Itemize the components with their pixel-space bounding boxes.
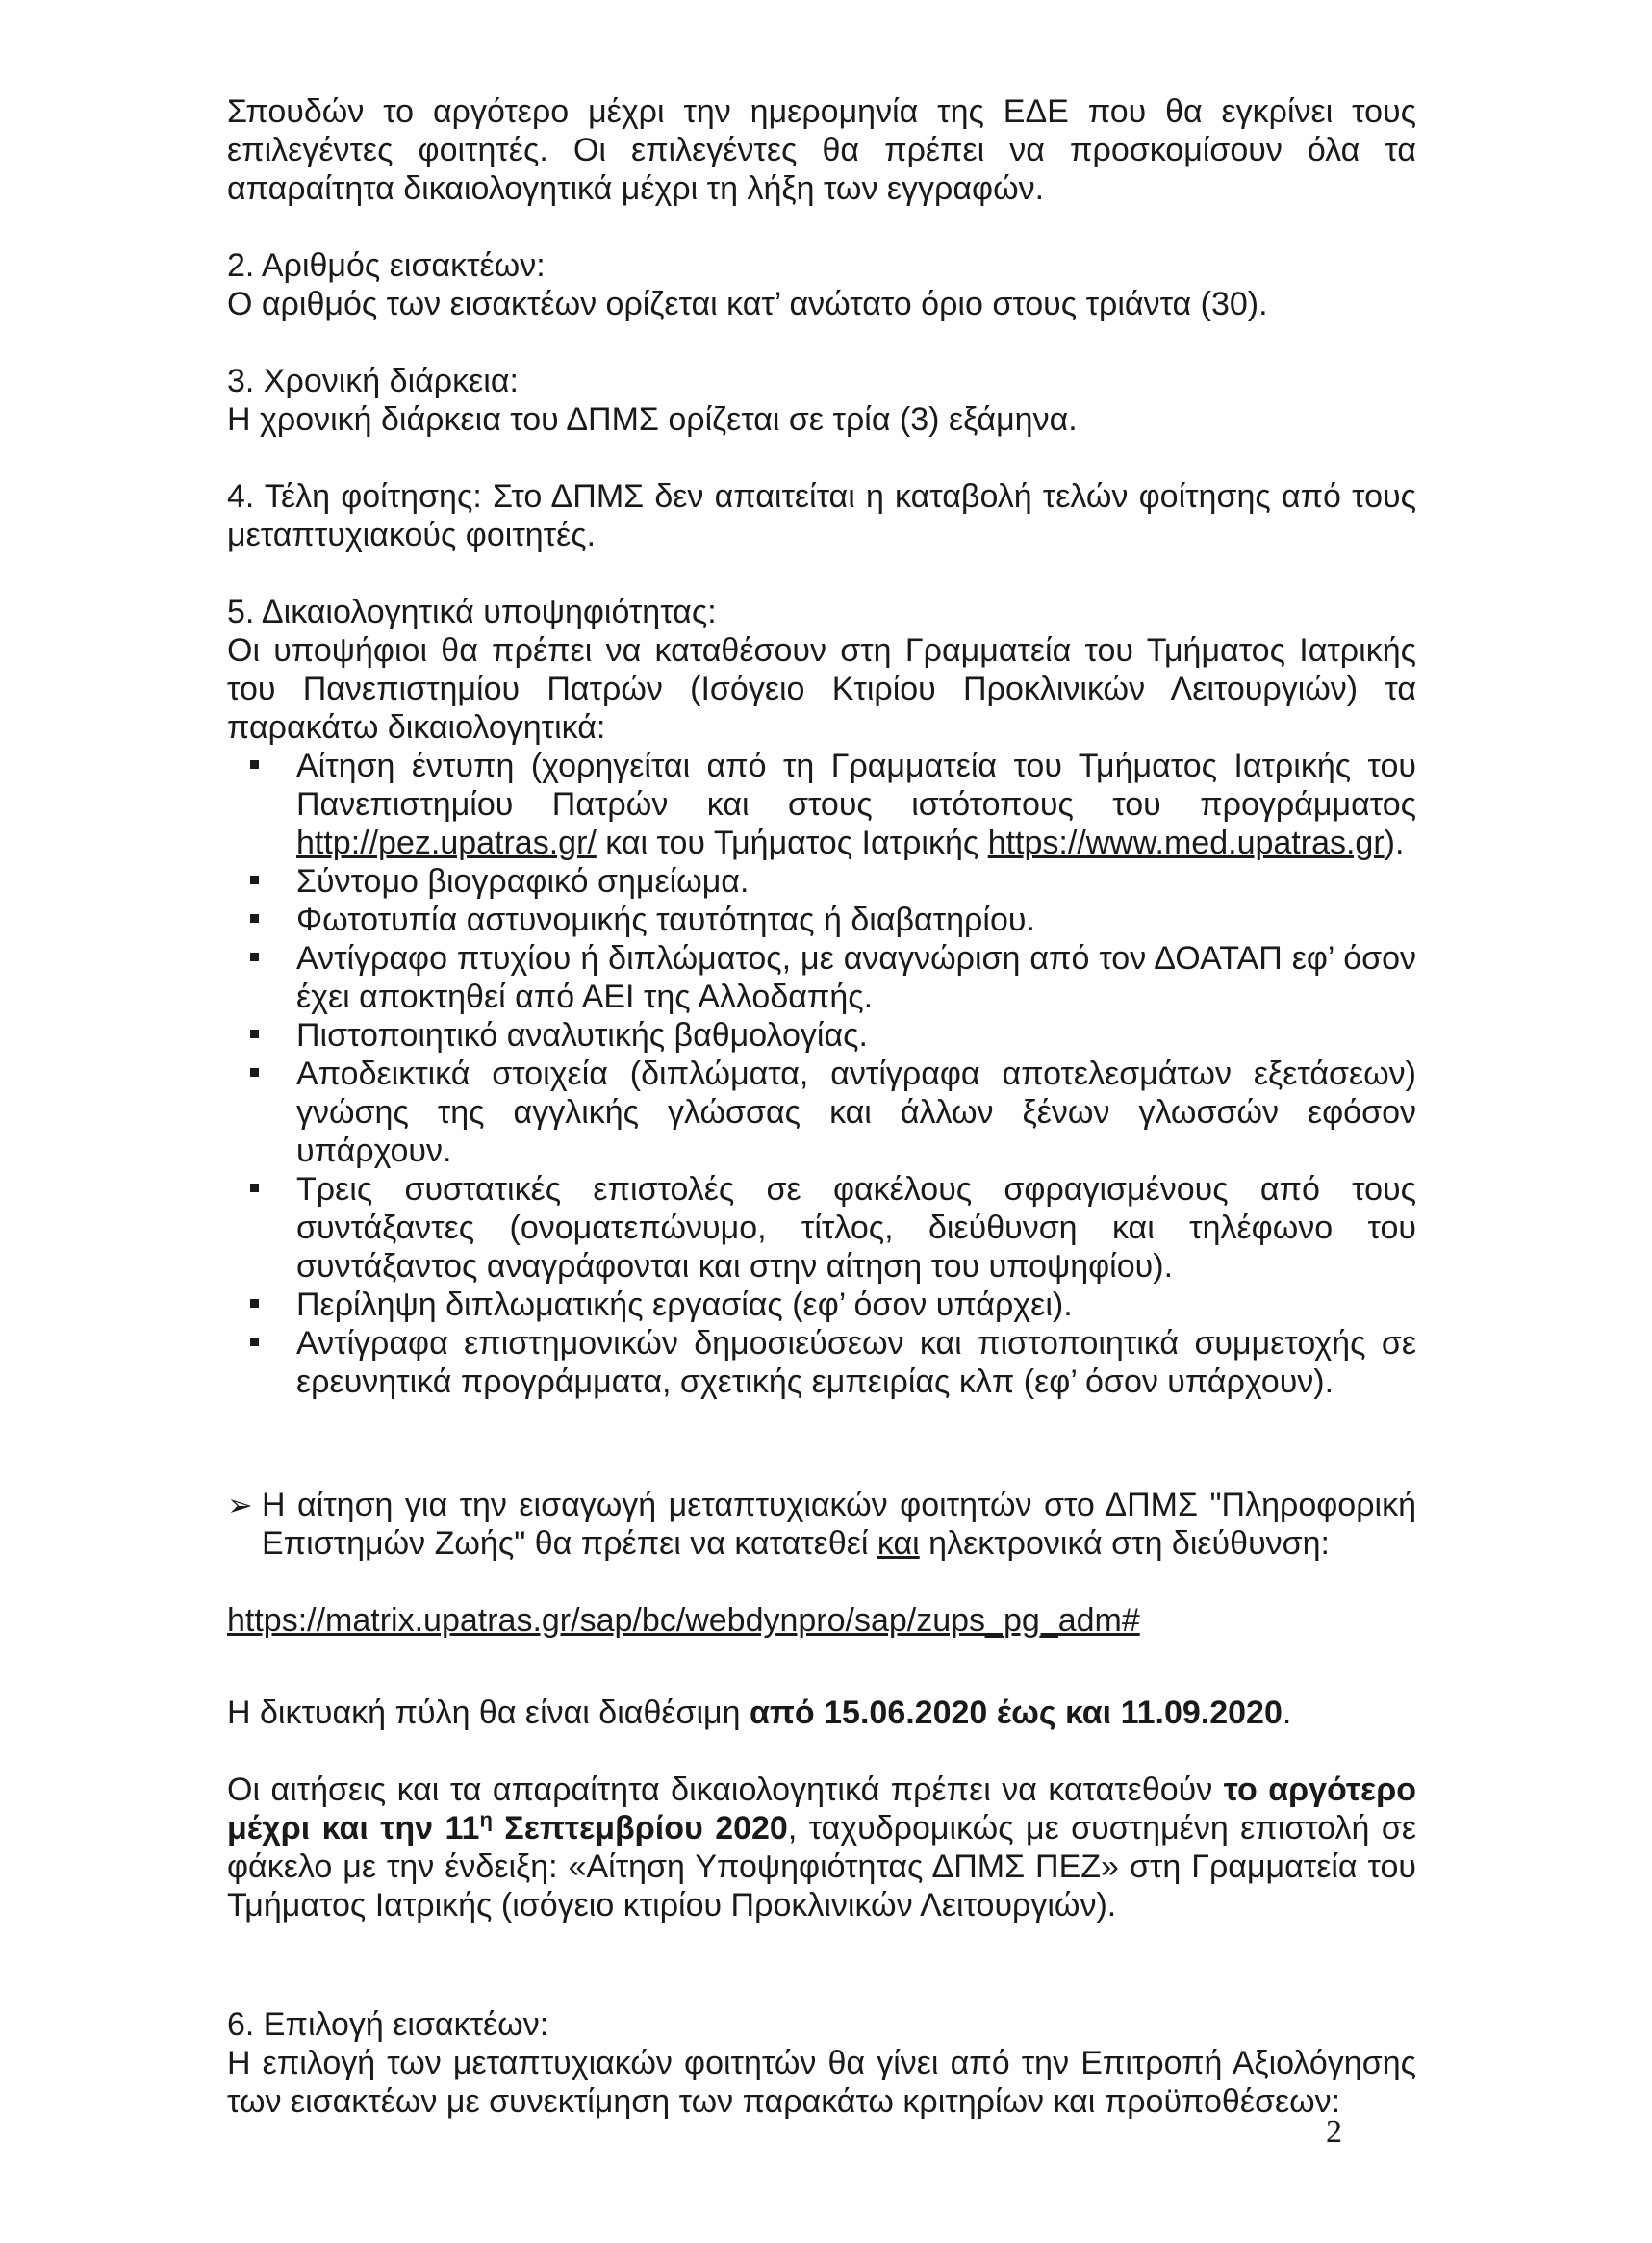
portal-availability-paragraph	[227, 1694, 1416, 1732]
square-bullet-icon	[250, 1030, 259, 1038]
list-item-text: Φωτοτυπία αστυνομικής ταυτότητας ή διαβατηρίου.	[296, 902, 1035, 938]
list-item-text: Πιστοποιητικό αναλυτικής βαθμολογίας.	[296, 1017, 868, 1054]
list-item	[227, 1324, 1416, 1401]
portal-dates: από 15.06.2020 έως και 11.09.2020	[750, 1695, 1283, 1731]
application-underlined-word: και	[877, 1525, 920, 1562]
section-2-heading: 2. Αριθμός εισακτέων:	[227, 247, 546, 284]
deadline-text: , ταχυδρομικώς με συστημένη επιστολή σε φάκελο με την ένδειξη: «Αίτηση Υποψηφιότητας ΔΠΜΣ ΠΕΖ» στη Γραμματεία του Τμήματος Ιατρικής (ισόγειο κτιρίου Προκλινικών Λειτουργιών).	[227, 1810, 1416, 1924]
application-text: ηλεκτρονικά στη διεύθυνση:	[919, 1525, 1330, 1562]
application-text: Η αίτηση για την εισαγωγή μεταπτυχιακών φοιτητών στο ΔΠΜΣ "Πληροφορική Επιστημών Ζωής" θα πρέπει να κατατεθεί	[262, 1487, 1416, 1562]
list-item	[227, 862, 1416, 901]
portal-text: .	[1282, 1695, 1292, 1731]
square-bullet-icon	[250, 1338, 259, 1346]
list-item-text: Αντίγραφα επιστημονικών δημοσιεύσεων και πιστοποιητικά συμμετοχής σε ερευνητικά προγράμματα, σχετικής εμπειρίας κλπ (εφ’ όσον υπάρχουν).	[296, 1325, 1416, 1400]
arrow-bullet-icon: ➢	[227, 1488, 253, 1522]
page-number: 2	[1326, 2114, 1342, 2150]
intro-paragraph: Σπουδών το αργότερο μέχρι την ημερομηνία της ΕΔΕ που θα εγκρίνει τους επιλεγέντες φοιτητές. Οι επιλεγέντες θα πρέπει να προσκομίσουν όλα τα απαραίτητα δικαιολογητικά μέχρι τη λήξη των εγγραφών.	[227, 93, 1416, 207]
square-bullet-icon	[250, 876, 259, 884]
list-item-text: Αίτηση έντυπη (χορηγείται από τη Γραμματεία του Τμήματος Ιατρικής του Πανεπιστημίου Πατρών και στους ιστότοπους του προγράμματος	[296, 748, 1416, 823]
square-bullet-icon	[250, 760, 259, 769]
section-3-heading: 3. Χρονική διάρκεια:	[227, 363, 519, 399]
list-item	[227, 901, 1416, 939]
deadline-bold: Σεπτεμβρίου 2020	[492, 1810, 788, 1847]
application-url-paragraph	[227, 1601, 1416, 1640]
application-portal-link[interactable]: https://matrix.upatras.gr/sap/bc/webdynpro/sap/zups_pg_adm#	[227, 1602, 1140, 1639]
section-6	[227, 2005, 1416, 2121]
list-item	[227, 939, 1416, 1016]
square-bullet-icon	[250, 1184, 259, 1192]
section-5	[227, 593, 1416, 1401]
section-5-body: Οι υποψήφιοι θα πρέπει να καταθέσουν στη Γραμματεία του Τμήματος Ιατρικής του Πανεπιστημίου Πατρών (Ισόγειο Κτιρίου Προκλινικών Λειτουργιών) τα παρακάτω δικαιολογητικά:	[227, 632, 1416, 746]
medical-school-website-link[interactable]: https://www.med.upatras.gr	[987, 825, 1385, 861]
section-2	[227, 246, 1416, 323]
portal-text: Η δικτυακή πύλη θα είναι διαθέσιμη	[227, 1695, 750, 1731]
square-bullet-icon	[250, 914, 259, 923]
program-website-link[interactable]: http://pez.upatras.gr/	[296, 825, 597, 861]
section-2-body: Ο αριθμός των εισακτέων ορίζεται κατ’ ανώτατο όριο στους τριάντα (30).	[227, 286, 1268, 322]
deadline-text: Οι αιτήσεις και τα απαραίτητα δικαιολογητικά πρέπει να κατατεθούν	[227, 1771, 1224, 1808]
section-4-paragraph: 4. Τέλη φοίτησης: Στο ΔΠΜΣ δεν απαιτείται η καταβολή τελών φοίτησης από τους μεταπτυχιακούς φοιτητές.	[227, 478, 1416, 553]
list-item-text: και του Τμήματος Ιατρικής	[596, 825, 988, 861]
list-item-text: Τρεις συστατικές επιστολές σε φακέλους σφραγισμένους από τους συντάξαντες (ονοματεπώνυμο, τίτλος, διεύθυνση και τηλέφωνο του συντάξαντος αναγράφονται και στην αίτηση του υποψηφίου).	[296, 1171, 1416, 1285]
list-item-text: Περίληψη διπλωματικής εργασίας (εφ’ όσον υπάρχει).	[296, 1287, 1073, 1323]
list-item-text: Αντίγραφο πτυχίου ή διπλώματος, με αναγνώριση από τον ΔΟΑΤΑΠ εφ’ όσον έχει αποκτηθεί από ΑΕΙ της Αλλοδαπής.	[296, 940, 1416, 1015]
section-3-body: Η χρονική διάρκεια του ΔΠΜΣ ορίζεται σε τρία (3) εξάμηνα.	[227, 401, 1078, 438]
online-application-note	[227, 1486, 1416, 1563]
square-bullet-icon	[250, 1299, 259, 1308]
deadline-paragraph	[227, 1771, 1416, 1924]
square-bullet-icon	[250, 953, 259, 961]
deadline-bold: το αργότερο μέχρι και την 11	[227, 1771, 1416, 1847]
list-item-text: Σύντομο βιογραφικό σημείωμα.	[296, 863, 750, 900]
section-6-heading: 6. Επιλογή εισακτέων:	[227, 2006, 549, 2043]
section-5-heading: 5. Δικαιολογητικά υποψηφιότητας:	[227, 594, 717, 630]
list-item-text: Αποδεικτικά στοιχεία (διπλώματα, αντίγραφα αποτελεσμάτων εξετάσεων) γνώσης της αγγλικής γλώσσας και άλλων ξένων γλωσσών εφόσον υπάρχουν.	[296, 1056, 1416, 1169]
list-item	[227, 1170, 1416, 1286]
section-6-body: Η επιλογή των μεταπτυχιακών φοιτητών θα γίνει από την Επιτροπή Αξιολόγησης των εισακτέων με συνεκτίμηση των παρακάτω κριτηρίων και προϋποθέσεων:	[227, 2045, 1416, 2120]
square-bullet-icon	[250, 1068, 259, 1077]
list-item	[227, 1055, 1416, 1170]
list-item	[227, 747, 1416, 862]
section-3	[227, 362, 1416, 439]
document-page	[227, 92, 1416, 2121]
deadline-superscript: η	[479, 1807, 493, 1832]
list-item	[227, 1016, 1416, 1055]
required-documents-list	[227, 747, 1416, 1401]
list-item-text: ).	[1384, 825, 1405, 861]
list-item	[227, 1286, 1416, 1324]
